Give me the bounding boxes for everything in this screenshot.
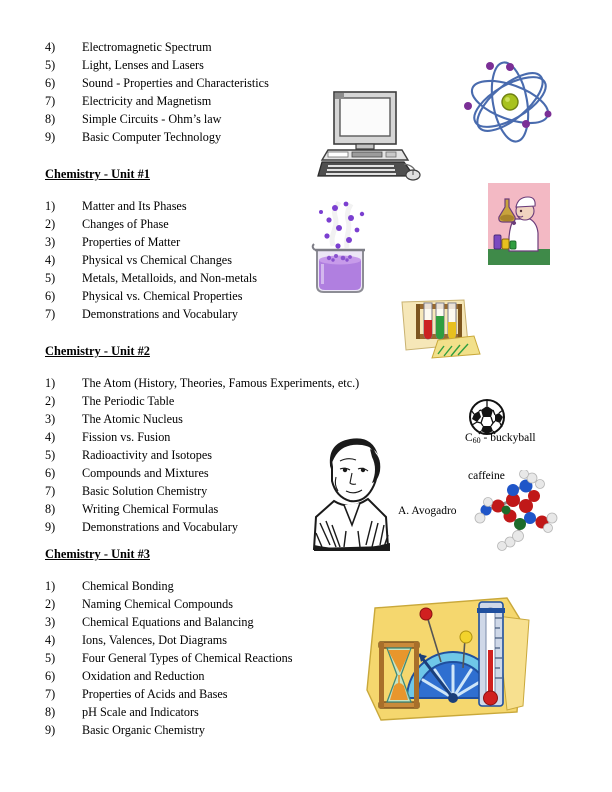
list-item-label: Sound - Properties and Characteristics [82, 76, 269, 90]
list-item-label: Physical vs Chemical Changes [82, 253, 232, 267]
avogadro-caption: A. Avogadro [398, 505, 457, 517]
list-item-label: The Atom (History, Theories, Famous Experiments, etc.) [82, 376, 360, 390]
list-item-label: Electricity and Magnetism [82, 94, 212, 108]
list-item-number: 7) [45, 687, 56, 701]
list-item-label: Simple Circuits - Ohm’s law [82, 112, 222, 126]
spacer [0, 360, 612, 374]
list-item-label: Writing Chemical Formulas [82, 502, 219, 516]
list-item-number: 8) [45, 705, 56, 719]
list-item-number: 9) [45, 130, 56, 144]
science-instruments-clipart [357, 594, 532, 734]
list-item [0, 374, 612, 392]
list-item-label: Chemical Equations and Balancing [82, 615, 254, 629]
list-item-label: Metals, Metalloids, and Non-metals [82, 271, 257, 285]
list-item-number: 1) [45, 579, 56, 593]
buckyball-formula: C [465, 432, 473, 444]
list-item-number: 3) [45, 412, 56, 426]
section-heading-chemistry-unit-1: Chemistry - Unit #1 [45, 167, 150, 181]
list-item-number: 1) [45, 199, 56, 213]
list-item-number: 4) [45, 633, 56, 647]
list-item-number: 5) [45, 271, 56, 285]
list-item-number: 6) [45, 76, 56, 90]
list-item-label: Naming Chemical Compounds [82, 597, 233, 611]
list-item-number: 2) [45, 597, 56, 611]
avogadro-portrait-clipart [300, 425, 405, 555]
list-item-number: 2) [45, 394, 56, 408]
desktop-computer-clipart [316, 72, 424, 182]
list-item-number: 4) [45, 253, 56, 267]
list-item-label: Changes of Phase [82, 217, 169, 231]
spacer [0, 563, 612, 577]
list-item-number: 6) [45, 466, 56, 480]
list-item-number: 2) [45, 217, 56, 231]
list-item-number: 3) [45, 235, 56, 249]
test-tube-rack-clipart [398, 298, 484, 360]
list-item [0, 577, 612, 595]
list-item-number: 9) [45, 723, 56, 737]
list-item-label: Chemical Bonding [82, 579, 174, 593]
list-item-label: Four General Types of Chemical Reactions [82, 651, 293, 665]
list-item-label: Ions, Valences, Dot Diagrams [82, 633, 227, 647]
list-item-label: Demonstrations and Vocabulary [82, 520, 238, 534]
list-item-number: 1) [45, 376, 56, 390]
list-item-number: 8) [45, 112, 56, 126]
section-heading-chemistry-unit-3: Chemistry - Unit #3 [45, 547, 150, 561]
buckyball-caption [465, 432, 536, 447]
scientist-with-flask-clipart [488, 183, 550, 265]
bubbling-beaker-clipart [305, 198, 375, 296]
atom-orbit-clipart [460, 52, 560, 152]
list-item [0, 392, 612, 410]
list-item-label: Fission vs. Fusion [82, 430, 171, 444]
list-item-label: Radioactivity and Isotopes [82, 448, 212, 462]
list-item-number: 5) [45, 448, 56, 462]
list-item-label: Matter and Its Phases [82, 199, 187, 213]
list-item-label: pH Scale and Indicators [82, 705, 199, 719]
list-item-number: 9) [45, 520, 56, 534]
list-item-label: Oxidation and Reduction [82, 669, 205, 683]
list-item-number: 5) [45, 651, 56, 665]
list-item-label: Basic Solution Chemistry [82, 484, 208, 498]
list-item-label: Demonstrations and Vocabulary [82, 307, 238, 321]
spacer [0, 323, 612, 342]
buckyball-label: - buckyball [480, 432, 536, 444]
list-item-number: 4) [45, 40, 56, 54]
list-item-number: 8) [45, 502, 56, 516]
section-heading-chemistry-unit-2: Chemistry - Unit #2 [45, 344, 150, 358]
list-item-label: Properties of Matter [82, 235, 181, 249]
list-item-label: Basic Computer Technology [82, 130, 222, 144]
list-item-number: 6) [45, 289, 56, 303]
list-item-label: Electromagnetic Spectrum [82, 40, 212, 54]
list-item-number: 7) [45, 307, 56, 321]
list-item-label: The Atomic Nucleus [82, 412, 183, 426]
buckyball-formula-subscript: 60 [472, 436, 481, 445]
list-item-number: 7) [45, 94, 56, 108]
list-item [0, 305, 612, 323]
list-item-number: 6) [45, 669, 56, 683]
list-item-label: Properties of Acids and Bases [82, 687, 228, 701]
list-item-label: The Periodic Table [82, 394, 175, 408]
list-item-number: 4) [45, 430, 56, 444]
list-item-label: Light, Lenses and Lasers [82, 58, 204, 72]
list-item-label: Compounds and Mixtures [82, 466, 209, 480]
list-item-number: 3) [45, 615, 56, 629]
list-item-label: Physical vs. Chemical Properties [82, 289, 243, 303]
list-item-number: 5) [45, 58, 56, 72]
list-item-label: Basic Organic Chemistry [82, 723, 205, 737]
caffeine-caption: caffeine [468, 470, 505, 482]
list-item-number: 7) [45, 484, 56, 498]
